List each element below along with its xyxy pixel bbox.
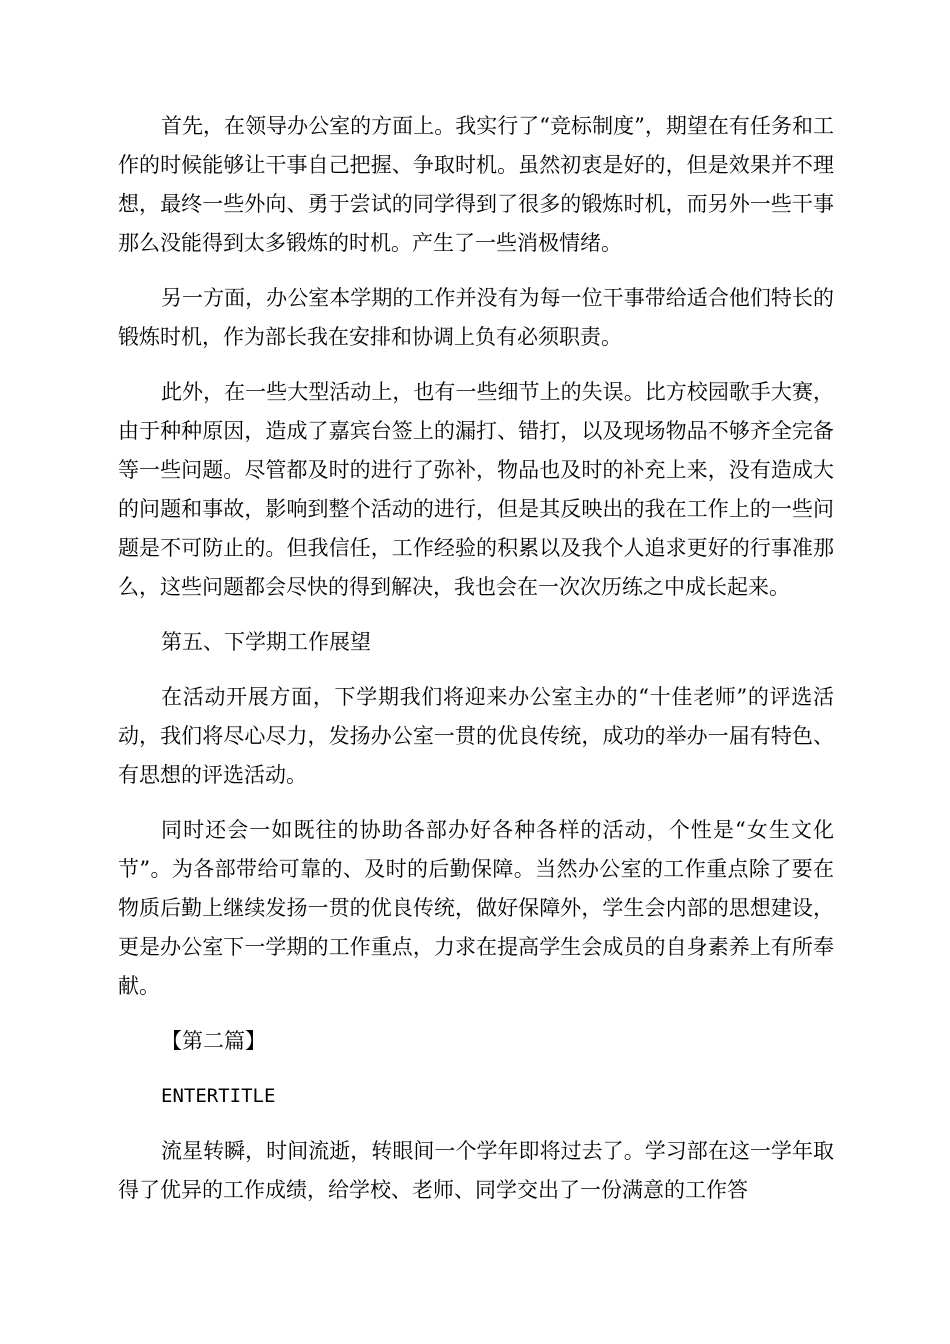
paragraph-cooperation: 同时还会一如既往的协助各部办好各种各样的活动，个性是“女生文化节”。为各部带给可靠的、及时的后勤保障。当然办公室的工作重点除了要在物质后勤上继续发扬一贯的优良传统，做好保障外，学生会内部的思想建设，更是办公室下一学期的工作重点，力求在提高学生会成员的自身素养上有所奉献。 [118, 818, 834, 998]
paragraph-year-summary: 流星转瞬，时间流逝，转眼间一个学年即将过去了。学习部在这一学年取得了优异的工作成绩，给学校、老师、同学交出了一份满意的工作答 [118, 1139, 834, 1202]
paragraph-activity-plan: 在活动开展方面，下学期我们将迎来办公室主办的“十佳老师”的评选活动，我们将尽心尽力，发扬办公室一贯的优良传统，成功的举办一届有特色、有思想的评选活动。 [118, 685, 834, 787]
paragraph-other-aspect: 另一方面，办公室本学期的工作并没有为每一位干事带给适合他们特长的锻炼时机，作为部长我在安排和协调上负有必须职责。 [118, 286, 834, 349]
paragraph-bidding-system: 首先，在领导办公室的方面上。我实行了“竞标制度”，期望在有任务和工作的时候能够让干事自己把握、争取时机。虽然初衷是好的，但是效果并不理想，最终一些外向、勇于尝试的同学得到了很多的锻炼时机，而另外一些干事那么没能得到太多锻炼的时机。产生了一些消极情绪。 [118, 114, 834, 255]
section-heading-second-article: 【第二篇】 [161, 1029, 266, 1053]
section-heading-outlook: 第五、下学期工作展望 [161, 630, 371, 654]
paragraph-large-events: 此外，在一些大型活动上，也有一些细节上的失误。比方校园歌手大赛，由于种种原因，造成了嘉宾台签上的漏打、错打，以及现场物品不够齐全完备等一些问题。尽管都及时的进行了弥补，物品也及时的补充上来，没有造成大的问题和事故，影响到整个活动的进行，但是其反映出的我在工作上的一些问题是不可防止的。但我信任，工作经验的积累以及我个人追求更好的行事准那么，这些问题都会尽快的得到解决，我也会在一次次历练之中成长起来。 [118, 380, 834, 599]
document-page [118, 107, 834, 1226]
placeholder-entertitle: ENTERTITLE [161, 1085, 276, 1107]
